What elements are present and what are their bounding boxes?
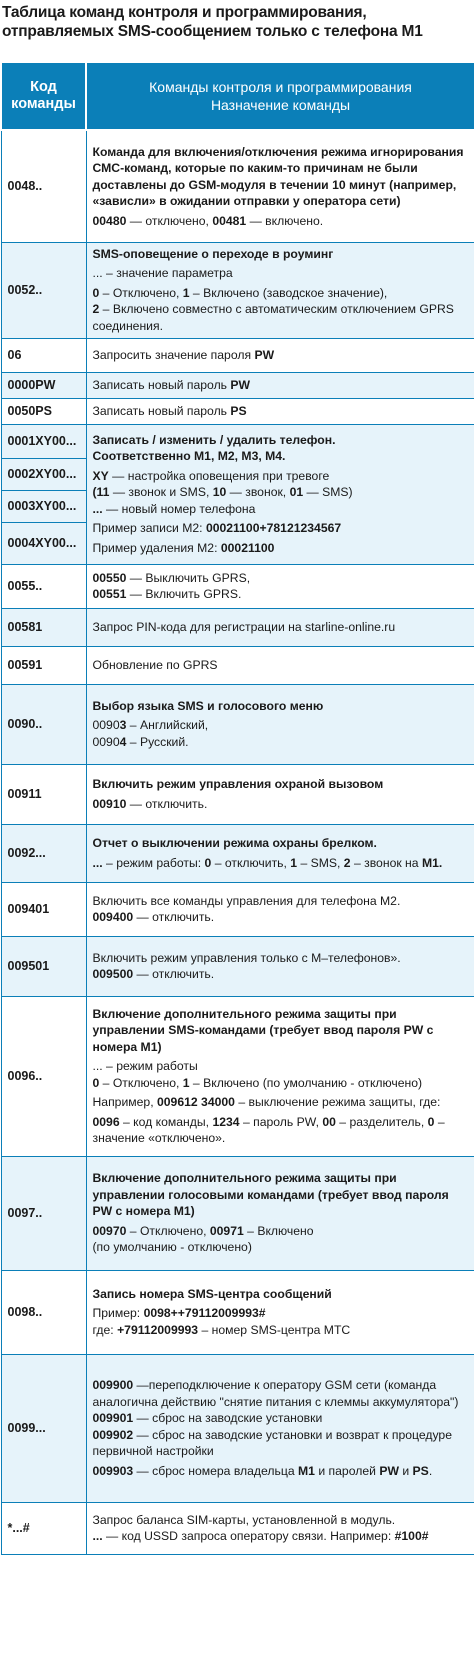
row-text: Пример: 0098++79112009993# [92, 1306, 266, 1321]
row-code: 009501 [1, 936, 86, 996]
row-text: ... – режим работы [92, 1059, 198, 1073]
row-text: где: +79112009993 – номер SMS-центра МТС [92, 1322, 351, 1337]
row-text: Пример записи М2: 00021100+78121234567 [92, 521, 342, 536]
row-code: 00591 [1, 646, 86, 684]
row-text: Включить все команды управления для телефона М2. [92, 893, 401, 908]
table-row [1, 764, 474, 824]
row-text: 00910 — отключить. [92, 796, 208, 811]
row-text: Запись номера SMS-центра сообщений [92, 1286, 332, 1301]
row-text: Включить режим управления только с М–телефонов». [92, 950, 401, 965]
row-description: Запросить значение пароля PW [86, 338, 474, 372]
row-code: 009401 [1, 882, 86, 936]
row-code: 0052.. [1, 242, 86, 338]
row-text: 009900 —переподключение к оператору GSM сети (команда аналогична действию "снятие питания с клеммы аккумулятора") [92, 1378, 459, 1409]
row-text: Включение дополнительного режима защиты при управлении голосовыми командами (требует ввод пароля PW с номера М1) [92, 1171, 449, 1219]
row-text: 00551 — Включить GPRS. [92, 587, 242, 601]
table-row [1, 242, 474, 338]
row-text: 009400 — отключить. [92, 910, 215, 924]
row-description [86, 1502, 474, 1554]
table-header-row [1, 62, 474, 130]
table-row [1, 372, 474, 398]
header-description-line-2: Назначение команды [210, 97, 351, 113]
row-text: Пример удаления М2: 00021100 [92, 540, 275, 555]
header-description [86, 62, 474, 130]
row-text: ... — код USSD запроса оператору связи. Например: #100# [92, 1529, 429, 1543]
row-code: 0098.. [1, 1270, 86, 1354]
row-code: 0092... [1, 824, 86, 882]
row-text: 0096 – код команды, 1234 – пароль PW, 00 – разделитель, 0 – значение «отключено». [92, 1114, 445, 1145]
table-row [1, 130, 474, 242]
row-description [86, 130, 474, 242]
row-description [86, 424, 474, 564]
row-code: 0055.. [1, 564, 86, 608]
row-text: ... – значение параметра [92, 266, 233, 281]
row-description: Запрос PIN-кода для регистрации на starline-online.ru [86, 608, 474, 646]
table-row [1, 608, 474, 646]
header-code-line-2: команды [11, 96, 76, 112]
row-description [86, 684, 474, 764]
row-code: 06 [1, 338, 86, 372]
header-code [1, 62, 86, 130]
row-description [86, 1156, 474, 1270]
table-row [1, 882, 474, 936]
row-code: 0000PW [1, 372, 86, 398]
row-text: Включить режим управления охраной вызовом [92, 777, 384, 791]
row-description: Обновление по GPRS [86, 646, 474, 684]
header-description-line-1: Команды контроля и программирования [149, 79, 412, 95]
table-row [1, 684, 474, 764]
row-description [86, 1354, 474, 1502]
row-text: 009903 — сброс номера владельца М1 и паролей PW и PS. [92, 1463, 433, 1478]
row-text: 2 – Включено совместно с автоматическим отключением GPRS соединения. [92, 302, 454, 333]
row-text: SMS-оповещение о переходе в роуминг [92, 246, 334, 261]
row-text: 009901 — сброс на заводские установки [92, 1411, 323, 1425]
row-text: 00903 – Английский, [92, 718, 209, 733]
row-text: ... — новый номер телефона [92, 501, 256, 516]
row-text: 0 – Отключено, 1 – Включено (заводское значение), [92, 285, 388, 300]
row-description [86, 882, 474, 936]
row-code: 0097.. [1, 1156, 86, 1270]
row-text: 00904 – Русский. [92, 734, 189, 749]
row-description [86, 936, 474, 996]
row-text: Соответственно М1, М2, М3, М4. [92, 449, 286, 464]
row-text: 0 – Отключено, 1 – Включено (по умолчанию - отключено) [92, 1075, 423, 1090]
table-row [1, 646, 474, 684]
row-text: 00550 — Выключить GPRS, [92, 570, 251, 585]
row-code: 0090.. [1, 684, 86, 764]
row-text: Команда для включения/отключения режима игнорирования СМС-команд, которые по каким-то причинам не были доставлены до GSM-модуля в течении 10 минут (например, «зависли» в ожидании отправки у оператора сети) [92, 144, 464, 208]
row-description [86, 764, 474, 824]
table-row [1, 824, 474, 882]
row-text: 00480 — отключено, 00481 — включено. [92, 213, 324, 228]
row-description: Записать новый пароль PS [86, 398, 474, 424]
row-code: 0096.. [1, 996, 86, 1156]
row-text: XY — настройка оповещения при тревоге [92, 468, 330, 483]
row-description [86, 996, 474, 1156]
table-row [1, 1156, 474, 1270]
row-code: 0002XY00... [1, 458, 86, 490]
row-description [86, 1270, 474, 1354]
row-code: 00581 [1, 608, 86, 646]
row-text: Включение дополнительного режима защиты при управлении SMS-командами (требует ввод пароля PW с номера М1) [92, 1006, 434, 1054]
row-text: Запрос баланса SIM-карты, установленной в модуль. [92, 1512, 396, 1527]
row-text: Выбор языка SMS и голосового меню [92, 698, 324, 713]
header-code-line-1: Код [30, 79, 57, 95]
row-code: 0048.. [1, 130, 86, 242]
table-row [1, 1502, 474, 1554]
table-row [1, 1354, 474, 1502]
title-line-1: Таблица команд контроля и программирования, [2, 4, 367, 21]
table-row [1, 338, 474, 372]
row-text: ... – режим работы: 0 – отключить, 1 – SMS, 2 – звонок на М1. [92, 855, 443, 870]
row-description [86, 242, 474, 338]
row-description [86, 564, 474, 608]
row-text: 009902 — сброс на заводские установки и возврат к процедуре первичной настройки [92, 1427, 452, 1458]
row-code: 0004XY00... [1, 522, 86, 564]
title-line-2: отправляемых SMS-сообщением только с телефона М1 [2, 23, 423, 40]
table-row [1, 1270, 474, 1354]
table-row [1, 936, 474, 996]
row-text: (по умолчанию - отключено) [92, 1240, 252, 1255]
table-row [1, 424, 474, 458]
row-description [86, 824, 474, 882]
row-code: 0050PS [1, 398, 86, 424]
row-text: 00970 – Отключено, 00971 – Включено [92, 1223, 314, 1238]
row-text: Отчет о выключении режима охраны брелком. [92, 836, 377, 850]
table-row [1, 564, 474, 608]
table-row [1, 996, 474, 1156]
row-code: 0099... [1, 1354, 86, 1502]
row-text: Например, 009612 34000 – выключение режима защиты, где: [92, 1095, 441, 1109]
row-code: 0001XY00... [1, 424, 86, 458]
table-row [1, 398, 474, 424]
commands-table [0, 61, 474, 1555]
row-code: 0003XY00... [1, 490, 86, 522]
row-code: *...# [1, 1502, 86, 1554]
row-code: 00911 [1, 764, 86, 824]
row-text: 009500 — отключить. [92, 967, 215, 981]
row-description: Записать новый пароль PW [86, 372, 474, 398]
row-text: Записать / изменить / удалить телефон. [92, 432, 336, 447]
page-title [0, 0, 474, 52]
row-text: (11 — звонок и SMS, 10 — звонок, 01 — SMS) [92, 485, 353, 500]
